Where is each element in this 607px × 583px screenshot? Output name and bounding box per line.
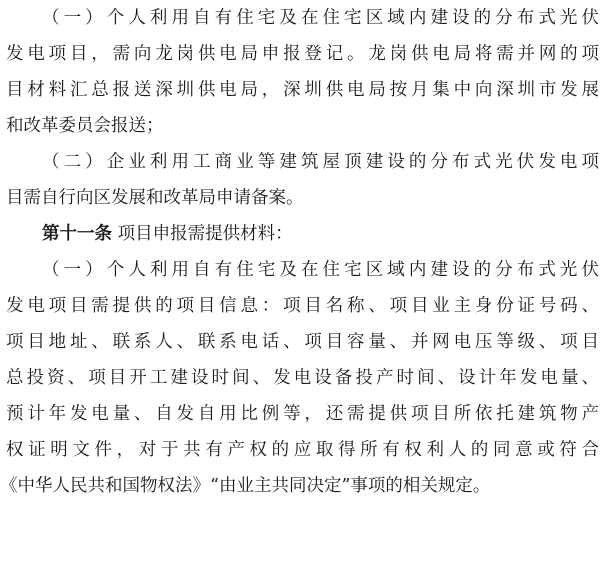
paragraph-1-line-4: 和改革委员会报送； xyxy=(6,116,164,136)
article-line xyxy=(0,216,607,252)
paragraph-3-line-4: 总投资、项目开工建设时间、发电设备投产时间、设计年发电量、 xyxy=(6,368,599,388)
paragraph-1-line-1: （一）个人利用自有住宅及在住宅区域内建设的分布式光伏 xyxy=(42,8,599,28)
paragraph-3-line-1: （一）个人利用自有住宅及在住宅区域内建设的分布式光伏 xyxy=(42,260,599,280)
paragraph-1-line-3: 目材料汇总报送深圳供电局，深圳供电局按月集中向深圳市发展 xyxy=(6,80,599,100)
paragraph-3-line-7: 《中华人民共和国物权法》“由业主共同决定”事项的相关规定。 xyxy=(0,476,491,496)
paragraph-3-line-5: 预计年发电量、自发自用比例等，还需提供项目所依托建筑物产 xyxy=(6,404,599,424)
paragraph-2-line-1: （二）企业利用工商业等建筑屋顶建设的分布式光伏发电项 xyxy=(42,152,599,172)
paragraph-2-line-2: 目需自行向区发展和改革局申请备案。 xyxy=(6,188,304,208)
paragraph-3-line-6: 权证明文件，对于共有产权的应取得所有权利人的同意或符合 xyxy=(6,440,599,460)
paragraph-1-line-2: 发电项目，需向龙岗供电局申报登记。龙岗供电局将需并网的项 xyxy=(6,44,599,64)
paragraph-3-line-2: 发电项目需提供的项目信息：项目名称、项目业主身份证号码、 xyxy=(6,296,599,316)
paragraph-3-line-3: 项目地址、联系人、联系电话、项目容量、并网电压等级、项目 xyxy=(6,332,599,352)
article-title: 项目申报需提供材料： xyxy=(117,224,293,244)
article-heading: 第十一条 xyxy=(42,224,112,244)
